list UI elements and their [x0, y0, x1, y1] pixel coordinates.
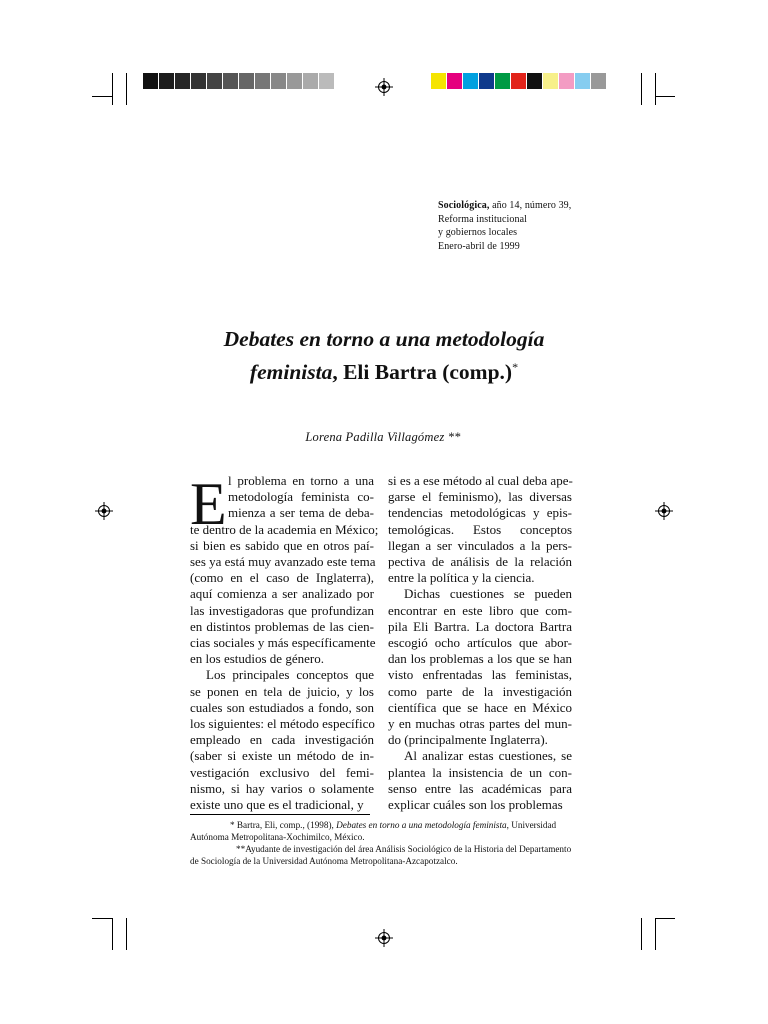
title-italic-2: feminista	[249, 360, 333, 385]
color-swatch	[543, 73, 559, 89]
color-swatch	[271, 73, 287, 89]
body-line: (saber si existe un método de in-	[190, 748, 374, 764]
body-line: encontrar en este libro que com-	[388, 602, 572, 618]
body-line: las investigadoras que profundizan	[190, 602, 374, 618]
color-swatch	[207, 73, 223, 89]
body-line: se ponen en tela de juicio, y los	[190, 683, 374, 699]
body-line: entre la política y la ciencia.	[388, 570, 535, 586]
registration-mark-icon	[375, 78, 393, 96]
color-swatch	[479, 73, 495, 89]
body-line: si bien es sabido que en otros paí-	[190, 537, 374, 553]
footnote-2-line1: **Ayudante de investigación del área Análisis Sociológico de la Historia del Departamento	[236, 844, 572, 854]
body-line: te dentro de la academia en México;	[190, 521, 379, 537]
color-swatch	[511, 73, 527, 89]
body-line: pectiva de análisis de la relación	[388, 554, 572, 569]
footnote-rule	[190, 814, 370, 815]
body-line: explicar cuáles son los problemas	[388, 797, 563, 812]
footnote-2-line2: de Sociología de la Universidad Autónoma Metropolitana-Azcapotzalco.	[190, 856, 458, 866]
color-swatch	[287, 73, 303, 89]
footnote-1-c: , Universidad	[506, 820, 557, 830]
color-swatch	[319, 73, 335, 89]
body-line: dan los problemas a los que se han	[388, 651, 572, 667]
body-line: senso entre las académicas para	[388, 780, 572, 796]
color-swatch	[239, 73, 255, 89]
color-swatch	[495, 73, 511, 89]
citation-line: Reforma institucional	[438, 213, 528, 225]
body-line: Dichas cuestiones se pueden	[404, 586, 572, 602]
body-line: en distintos problemas de las cien-	[190, 618, 374, 634]
body-line: garse el feminismo), las diversas	[388, 489, 572, 505]
body-line: científica que se hace en México	[388, 699, 572, 715]
journal-citation	[438, 199, 638, 253]
footnote-1-line2: Autónoma Metropolitana-Xochimilco, México.	[190, 832, 365, 842]
color-swatch	[463, 73, 479, 89]
body-line: aquí comienza a ser analizado por	[190, 586, 374, 602]
author-name: Lorena Padilla Villagómez **	[305, 430, 461, 444]
footnotes	[190, 819, 572, 867]
body-line: en los estudios de género.	[190, 651, 324, 667]
body-line: existe uno que es el tradicional, y	[190, 797, 364, 812]
body-line: Al analizar estas cuestiones, se	[404, 748, 572, 764]
body-line: do (principalmente Inglaterra).	[388, 732, 548, 748]
color-swatch	[159, 73, 175, 89]
color-bar	[431, 73, 607, 89]
color-swatch	[143, 73, 159, 89]
body-line: cuales son estudiados a fondo, son	[190, 699, 374, 715]
body-line: metodología feminista co-	[228, 489, 374, 505]
body-line: temológicas. Estos conceptos	[388, 521, 572, 537]
body-line: Los principales conceptos que	[206, 667, 374, 683]
color-swatch	[191, 73, 207, 89]
footnote-1-a: * Bartra, Eli, comp., (1998),	[230, 820, 337, 830]
citation-line: Enero-abril de 1999	[438, 240, 520, 252]
color-swatch	[303, 73, 319, 89]
article-title	[150, 325, 618, 386]
body-line: mienza a ser tema de deba-	[228, 505, 374, 521]
body-line: tendencias metodológicas y epis-	[388, 505, 572, 521]
body-line: plantea la insistencia de un con-	[388, 764, 572, 780]
color-swatch	[431, 73, 447, 89]
footnote-1-book: Debates en torno a una metodología feminista	[336, 820, 507, 830]
title-rest: , Eli Bartra (comp.)	[332, 360, 513, 385]
body-line: nismo, si hay varios o solamente	[190, 780, 374, 796]
color-swatch	[559, 73, 575, 89]
body-line: visto enfrentadas las feministas,	[388, 667, 572, 683]
registration-mark-icon	[375, 929, 393, 947]
drop-cap: E	[190, 471, 227, 537]
body-line: si es a ese método al cual deba ape-	[388, 473, 573, 488]
color-swatch	[175, 73, 191, 89]
body-line: l problema en torno a una	[228, 473, 374, 488]
color-swatch	[527, 73, 543, 89]
body-line: vestigación exclusivo del femi-	[190, 764, 374, 780]
color-swatch	[223, 73, 239, 89]
registration-mark-icon	[655, 502, 673, 520]
body-line: empleado en cada investigación	[190, 732, 374, 748]
color-swatch	[447, 73, 463, 89]
color-swatch	[255, 73, 271, 89]
body-line: pila Eli Bartra. La doctora Bartra	[388, 618, 572, 634]
body-line: los siguientes: el método específico	[190, 716, 375, 731]
body-line: llegan a ser vinculados a la pers-	[388, 537, 572, 553]
title-italic: Debates en torno a una metodología	[223, 327, 545, 351]
body-line: como parte de la investigación	[388, 683, 572, 699]
color-swatch	[575, 73, 591, 89]
body-line: y en muchas otras partes del mun-	[388, 716, 572, 731]
color-swatch	[591, 73, 607, 89]
body-line: (como en el caso de Inglaterra),	[190, 570, 374, 586]
body-line: escogió ocho artículos que abor-	[388, 635, 572, 650]
body-line: ses ya está muy avanzado este tema	[190, 554, 376, 569]
body-line: cias sociales y más específicamente	[190, 635, 376, 650]
grayscale-bar	[143, 73, 335, 89]
journal-name: Sociológica,	[438, 200, 490, 211]
citation-line: y gobiernos locales	[438, 227, 518, 239]
registration-mark-icon	[95, 502, 113, 520]
title-footnote-mark: *	[512, 360, 519, 374]
journal-issue: año 14, número 39,	[489, 200, 572, 211]
